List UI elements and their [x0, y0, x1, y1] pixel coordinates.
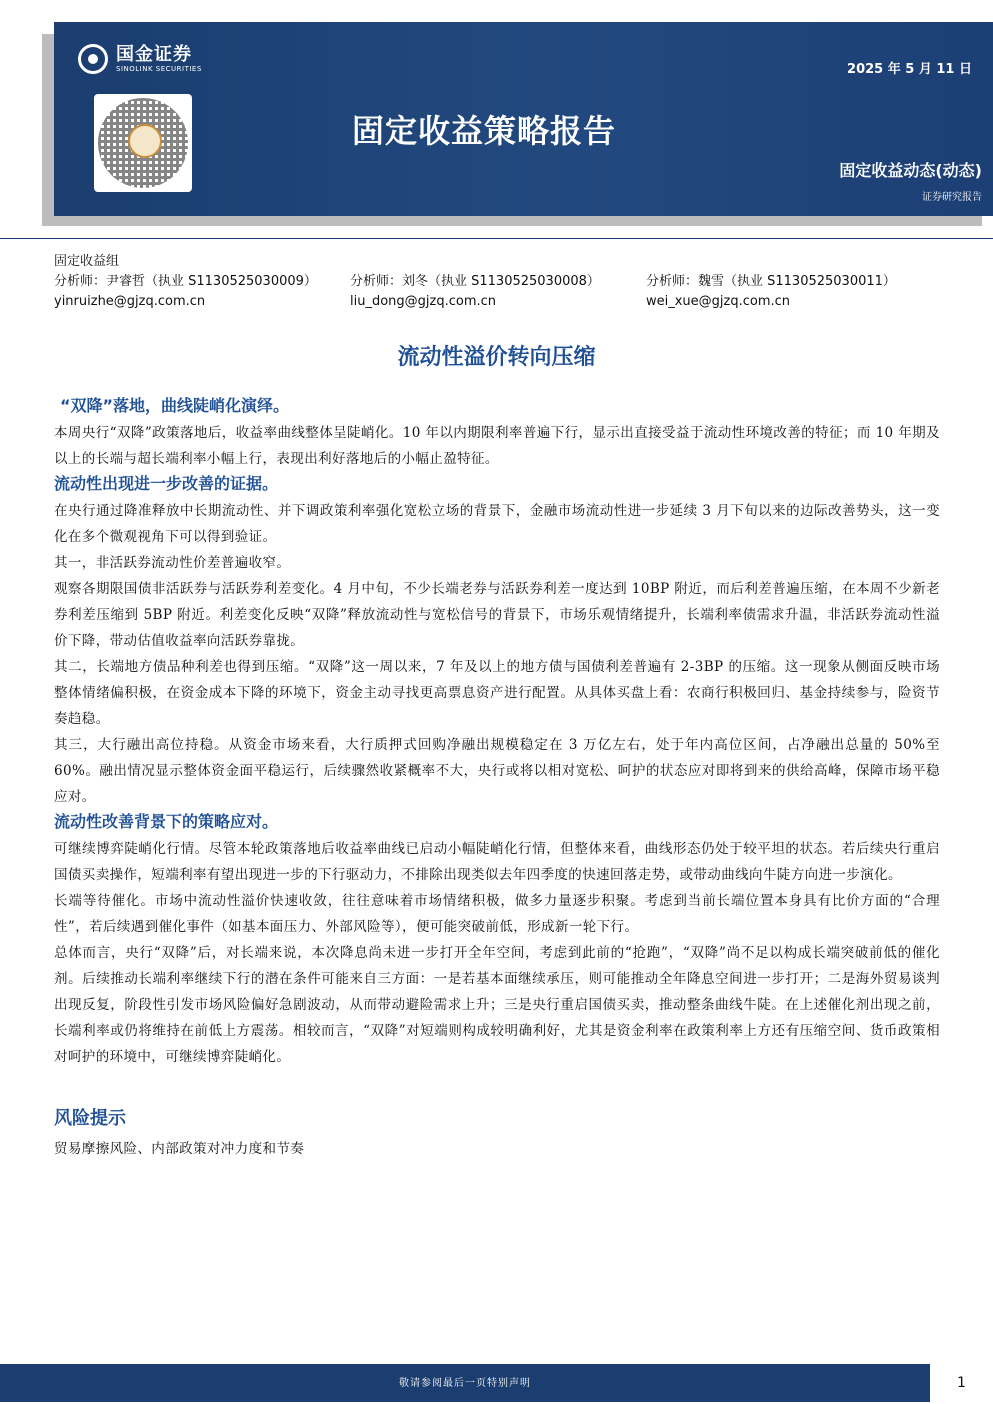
report-date: 2025 年 5 月 11 日 [847, 62, 972, 77]
page-number: 1 [957, 1375, 966, 1391]
group-name: 固定收益组 [54, 254, 120, 269]
section-heading: “双降”落地，曲线陡峭化演绎。 [60, 396, 290, 415]
analyst-3-email[interactable]: wei_xue@gjzq.com.cn [646, 294, 791, 309]
authors-block [54, 252, 954, 312]
analyst-3: 分析师：魏雪（执业 S1130525030011） [646, 274, 896, 289]
paragraph: 其三，大行融出高位持稳。从资金市场来看，大行质押式回购净融出规模稳定在 3 万亿左右，处于年内高位区间，占净融出总量的 50%至 60%。融出情况显示整体资金面平稳运行，后续骤然收紧概率不大，央行或将以相对宽松、呵护的状态应对即将到来的供给高峰，保障市场平稳应对。 [54, 737, 940, 805]
analyst-1-email[interactable]: yinruizhe@gjzq.com.cn [54, 294, 206, 309]
report-title: 固定收益策略报告 [352, 112, 617, 150]
qr-code-icon [94, 94, 192, 192]
email-row [54, 292, 954, 312]
section-heading: 流动性出现进一步改善的证据。 [54, 474, 279, 493]
paragraph: 观察各期限国债非活跃券与活跃券利差变化。4 月中旬，不少长端老券与活跃券利差一度达到 10BP 附近，而后利差普遍压缩，在本周不少新老券利差压缩到 5BP 附近。利差变化反映“双降”释放流动性与宽松信号的背景下，市场乐观情绪提升，长端利率债需求升温，非活跃券流动性溢价下降，带动估值收益率向活跃券靠拢。 [54, 581, 940, 649]
paragraph: 可继续博弈陡峭化行情。尽管本轮政策落地后收益率曲线已启动小幅陡峭化行情，但整体来看，曲线形态仍处于较平坦的状态。若后续央行重启国债买卖操作，短端利率有望出现进一步的下行驱动力，不排除出现类似去年四季度的快速回落走势，或带动曲线向牛陡方向进一步演化。 [54, 841, 940, 883]
paragraph: 总体而言，央行“双降”后，对长端来说，本次降息尚未进一步打开全年空间，考虑到此前的“抢跑”，“双降”尚不足以构成长端突破前低的催化剂。后续推动长端利率继续下行的潜在条件可能来自三方面：一是若基本面继续承压，则可能推动全年降息空间进一步打开；二是海外贸易谈判出现反复，阶段性引发市场风险偏好急剧波动，从而带动避险需求上升；三是央行重启国债买卖，推动整条曲线牛陡。在上述催化剂出现之前，长端利率或仍将维持在前低上方震荡。相较而言，“双降”对短端则构成较明确利好，尤其是资金利率在政策利率上方还有压缩空间、货币政策相对呵护的环境中，可继续博弈陡峭化。 [54, 945, 940, 1065]
report-kind: 证券研究报告 [922, 192, 982, 203]
article-title: 流动性溢价转向压缩 [397, 345, 596, 370]
paragraph: 其一，非活跃券流动性价差普遍收窄。 [54, 555, 291, 571]
paragraph: 在央行通过降准释放中长期流动性、并下调政策利率强化宽松立场的背景下，金融市场流动性进一步延续 3 月下旬以来的边际改善势头，这一变化在多个微观视角下可以得到验证。 [54, 503, 940, 545]
analyst-2: 分析师：刘冬（执业 S1130525030008） [350, 274, 600, 289]
risk-text: 贸易摩擦风险、内部政策对冲力度和节奏 [54, 1141, 305, 1157]
paragraph: 长端等待催化。市场中流动性溢价快速收敛，往往意味着市场情绪积极，做多力量逐步积聚。考虑到当前长端位置本身具有比价方面的“合理性”，若后续遇到催化事件（如基本面压力、外部风险等），便可能突破前低，形成新一轮下行。 [54, 893, 940, 935]
footer-note: 敬请参阅最后一页特别声明 [399, 1378, 531, 1389]
company-logo [78, 44, 202, 74]
analyst-1: 分析师：尹睿哲（执业 S1130525030009） [54, 274, 317, 289]
article-body [54, 394, 940, 1162]
paragraph: 本周央行“双降”政策落地后，收益率曲线整体呈陡峭化。10 年以内期限利率普遍下行，显示出直接受益于流动性环境改善的特征；而 10 年期及以上的长端与超长端利率小幅上行，表现出利好落地后的小幅止盈特征。 [54, 425, 940, 467]
header-rule [0, 238, 993, 239]
risk-heading: 风险提示 [54, 1108, 126, 1129]
analyst-2-email[interactable]: liu_dong@gjzq.com.cn [350, 294, 497, 309]
logo-cn: 国金证券 [116, 43, 192, 65]
logo-en: SINOLINK SECURITIES [116, 64, 202, 73]
paragraph: 其二，长端地方债品种利差也得到压缩。“双降”这一周以来，7 年及以上的地方债与国债利差普遍有 2-3BP 的压缩。这一现象从侧面反映市场整体情绪偏积极，在资金成本下降的环境下，资金主动寻找更高票息资产进行配置。从具体买盘上看：农商行积极回归、基金持续参与，险资节奏趋稳。 [54, 659, 940, 727]
logo-mark-icon [78, 44, 108, 74]
header-banner [54, 22, 993, 216]
analyst-row [54, 272, 954, 292]
report-subtype: 固定收益动态(动态) [839, 161, 982, 180]
section-heading: 流动性改善背景下的策略应对。 [54, 812, 279, 831]
